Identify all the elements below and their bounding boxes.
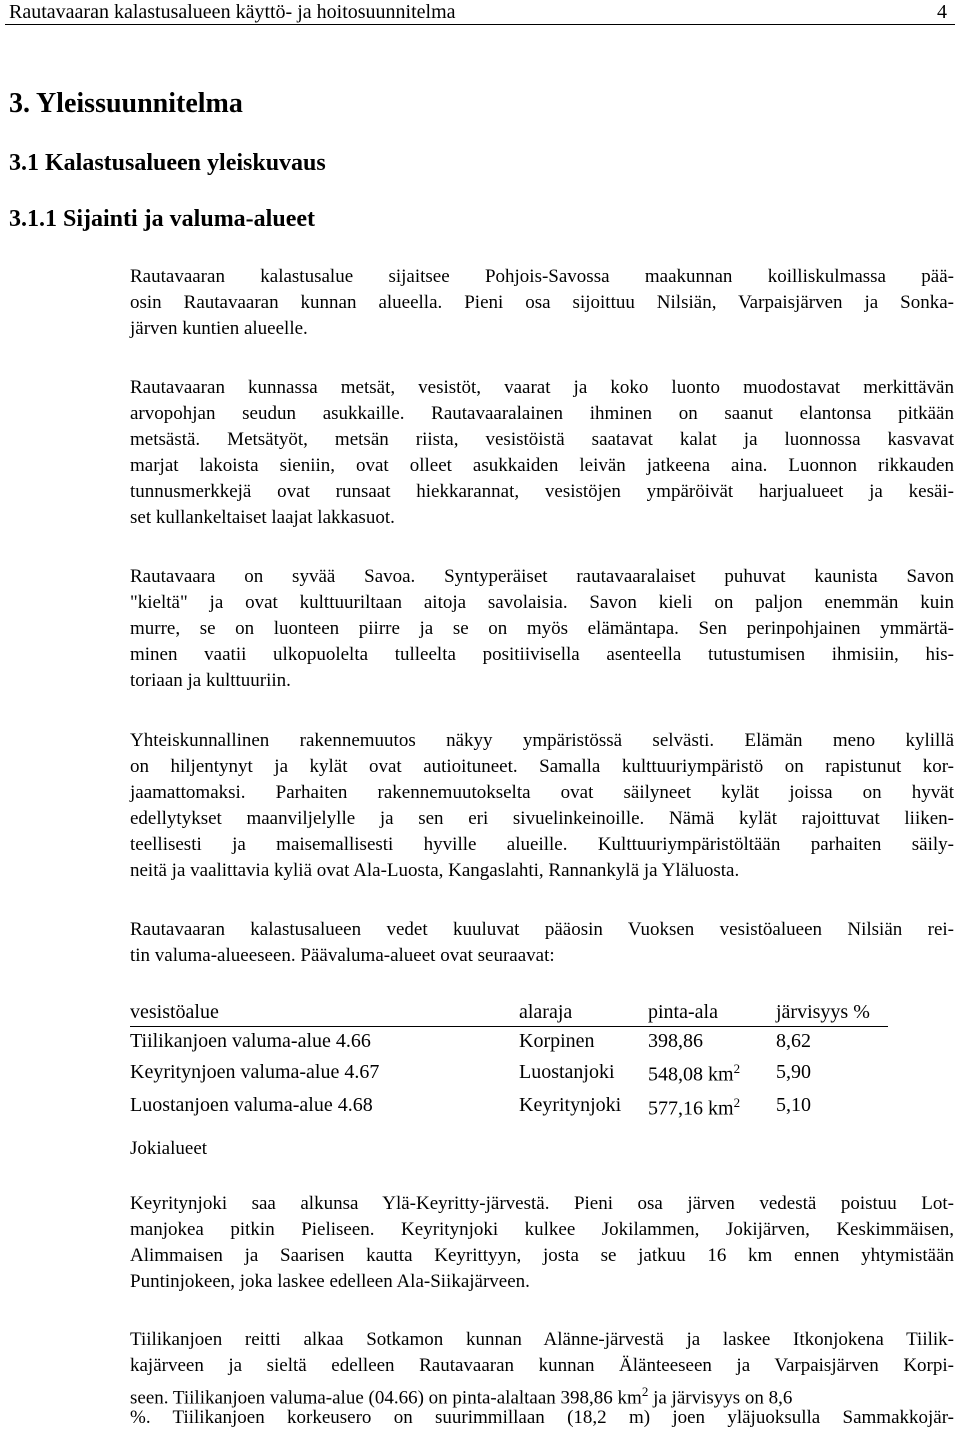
- paragraph-waters: [130, 917, 954, 969]
- text-fragment: seen. Tiilikanjoen valuma-alue (04.66) on pinta-alaltaan 398,86 km: [130, 1387, 642, 1409]
- table-header-row: [130, 998, 888, 1027]
- text-line: neitä ja vaalittavia kyliä ovat Ala-Luosta, Kangaslahti, Rannankylä ja Yläluosta.: [130, 860, 740, 881]
- table-cell: Keyritynjoen valuma-alue 4.67: [130, 1060, 380, 1083]
- table-cell: Keyritynjoki: [519, 1094, 622, 1117]
- text-line: Tiilikanjoen reitti alkaa Sotkamon kunnan Alänne-järvestä ja laskee Itkonjokena Tiilik-: [130, 1329, 954, 1350]
- text-fragment: ja järvisyys on 8,6: [648, 1387, 793, 1409]
- unit-superscript: 2: [733, 1094, 741, 1110]
- text-line: Rautavaara on syvää Savoa. Syntyperäiset rautavaaralaiset puhuvat kaunista Savon: [130, 566, 954, 587]
- column-header: vesistöalue: [130, 998, 519, 1027]
- page-header: [5, 0, 955, 25]
- catchment-table: [130, 998, 888, 1122]
- table-cell: [648, 1089, 776, 1123]
- text-line: marjat lakoista sieniin, ovat olleet asukkaiden leivän jatkeena aina. Luonnon rikkauden: [130, 455, 954, 476]
- column-header: pinta-ala: [648, 998, 776, 1027]
- text-line: tin valuma-alueeseen. Päävaluma-alueet ovat seuraavat:: [130, 945, 555, 966]
- table-cell: Luostanjoki: [519, 1060, 615, 1083]
- text-line: edellytykset maanviljelylle ja sen eri sivuelinkeinoille. Nämä kylät rajoittuvat liiken-: [130, 808, 954, 829]
- text-line: jaamattomaksi. Parhaiten rakennemuutokselta ovat säilyneet kylät joissa on hyvät: [130, 782, 954, 803]
- table-cell: [648, 1027, 776, 1056]
- table-cell: [648, 1055, 776, 1089]
- section-heading: 3.1 Kalastusalueen yleiskuvaus: [9, 150, 326, 176]
- table-cell: Korpinen: [519, 1030, 595, 1052]
- paragraph-tiilikanjoki: [130, 1327, 954, 1431]
- text-line: Keyritynjoki saa alkunsa Ylä-Keyritty-järvestä. Pieni osa järven vedestä poistuu Lot-: [130, 1193, 954, 1214]
- text-line: järven kuntien alueelle.: [130, 318, 308, 339]
- text-line: metsästä. Metsätyöt, metsän riista, vesistöistä saatavat kalat ja luonnossa kasvavat: [130, 429, 954, 450]
- text-line: murre, se on luonteen piirre ja se on myös elämäntapa. Sen perinpohjainen ymmärtä-: [130, 618, 954, 639]
- text-line: Rautavaaran kalastusalueen vedet kuuluvat pääosin Vuoksen vesistöalueen Nilsiän rei-: [130, 919, 954, 940]
- unit-superscript: 2: [641, 1384, 649, 1399]
- header-title: Rautavaaran kalastusalueen käyttö- ja hoitosuunnitelma: [9, 1, 456, 23]
- table-row: [130, 1055, 888, 1089]
- text-line: Puntinjokeen, joka laskee edelleen Ala-Siikajärveen.: [130, 1271, 530, 1292]
- subsection-heading: 3.1.1 Sijainti ja valuma-alueet: [9, 206, 315, 232]
- text-line: kajärveen ja sieltä edelleen Rautavaaran kunnan Älänteeseen ja Varpaisjärven Korpi-: [130, 1355, 954, 1376]
- text-line: arvopohjan seudun asukkaille. Rautavaaralainen ihminen on saanut elantonsa pitkään: [130, 403, 954, 424]
- table-cell: Luostanjoen valuma-alue 4.68: [130, 1094, 373, 1117]
- paragraph-keyritynjoki: [130, 1191, 954, 1295]
- table-row: [130, 1027, 888, 1056]
- text-line: Rautavaaran kunnassa metsät, vesistöt, vaarat ja koko luonto muodostavat merkittävän: [130, 377, 954, 398]
- text-line: [130, 1379, 954, 1409]
- text-line: minen vaatii ulkopuolelta tulleelta positiivisella asenteella tutustumisen ihmisiin, his-: [130, 644, 954, 665]
- text-fragment: [130, 1379, 793, 1409]
- text-line: %. Tiilikanjoen korkeusero on suurimmillaan (18,2 m) joen yläjuoksulla Sammakkojär-: [130, 1407, 954, 1428]
- text-line: Rautavaaran kalastusalue sijaitsee Pohjois-Savossa maakunnan koilliskulmassa pää-: [130, 266, 954, 287]
- paragraph-savo: [130, 564, 954, 694]
- text-line: manjokea pitkin Pieliseen. Keyritynjoki kulkee Jokilammen, Jokijärven, Keskimmäisen,: [130, 1219, 954, 1240]
- table-row: [130, 1089, 888, 1123]
- text-line: tunnusmerkkejä ovat runsaat hiekkarannat, vesistöjen ympäröivät harjualueet ja kesäi-: [130, 481, 954, 502]
- text-line: Alimmaisen ja Saarisen kautta Keyrittyyn, josta se jatkuu 16 km ennen yhtymistään: [130, 1245, 954, 1266]
- text-line: Yhteiskunnallinen rakennemuutos näkyy ympäristössä selvästi. Elämän meno kylillä: [130, 730, 954, 751]
- table-cell: 5,10: [776, 1094, 811, 1117]
- area-value: 548,08 km: [648, 1063, 734, 1086]
- paragraph-villages: [130, 728, 954, 884]
- table-cell: 8,62: [776, 1030, 811, 1052]
- text-line: on hiljentynyt ja kylät ovat autioituneet. Samalla kulttuuriympäristö on rapistunut kor-: [130, 756, 954, 777]
- text-line: osin Rautavaaran kunnan alueella. Pieni osa sijoittuu Nilsiän, Varpaisjärven ja Sonka-: [130, 292, 954, 313]
- column-header: alaraja: [519, 998, 648, 1027]
- text-line: "kieltä" ja ovat kulttuuriltaan aitoja savolaisia. Savon kieli on paljon enemmän kuin: [130, 592, 954, 613]
- table-cell: Tiilikanjoen valuma-alue 4.66: [130, 1030, 371, 1052]
- column-header: järvisyys %: [776, 998, 888, 1027]
- subheading-jokialueet: Jokialueet: [130, 1138, 208, 1159]
- table-cell: 5,90: [776, 1060, 811, 1083]
- paragraph-nature: [130, 375, 954, 531]
- unit-superscript: 2: [733, 1061, 741, 1076]
- area-value: 577,16 km: [648, 1097, 734, 1120]
- text-line: toriaan ja kulttuuriin.: [130, 670, 291, 691]
- text-line: set kullankeltaiset laajat lakkasuot.: [130, 507, 395, 528]
- text-line: teellisesti ja maisemallisesti hyville alueille. Kulttuuriympäristöltään parhaiten säily-: [130, 834, 954, 855]
- chapter-heading: 3. Yleissuunnitelma: [9, 88, 243, 119]
- paragraph-location: [130, 264, 954, 342]
- area-value: 398,86: [648, 1030, 703, 1052]
- page-number: 4: [937, 1, 947, 23]
